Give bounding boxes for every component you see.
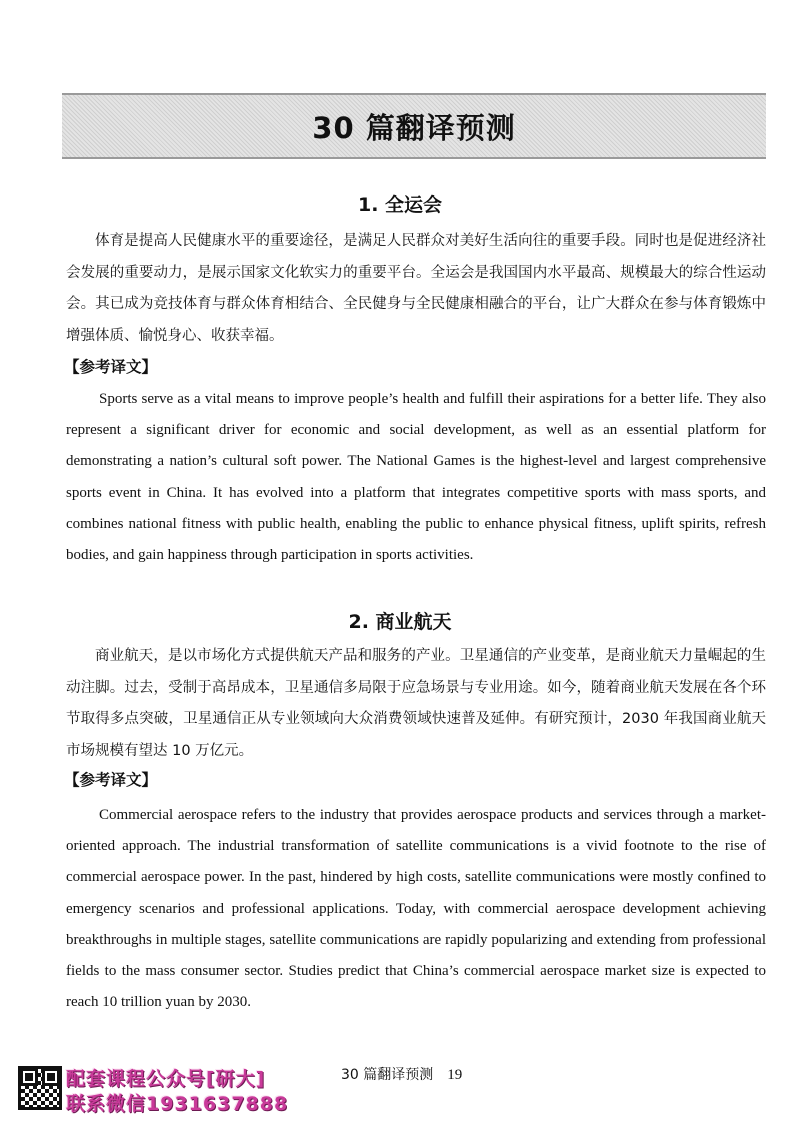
english-paragraph-commercial-aerospace: Commercial aerospace refers to the industry that provides aerospace products and services through a market-oriented approach. The industrial transformation of satellite communications is a vivid footnote to the rise of commercial aerospace power. In the past, hindered by high costs, satellite communications were mostly confined to emergency scenarios and professional applications. Today, with commercial aerospace development achieving breakthroughs in multiple stages, satellite communications are rapidly popularizing and extending from professional fields to the mass consumer sector. Studies predict that China’s commercial aerospace market size is expected to reach 10 trillion yuan by 2030. [66,807,766,1011]
title-banner [62,93,766,159]
english-paragraph-national-games: Sports serve as a vital means to improve people’s health and fulfill their aspirations for a better life. They also represent a significant driver for economic and social development, as well as an essential platform for demonstrating a nation’s cultural soft power. The National Games is the highest-level and largest comprehensive sports event in China. It has evolved into a platform that integrates competitive sports with mass sports, and combines national fitness with public health, enabling the public to enhance physical fitness, uplift spirits, refresh bodies, and gain happiness through participation in sports activities. [66,391,766,564]
section-heading-commercial-aerospace: 2. 商业航天 [348,611,452,633]
page-number: 19 [447,1067,463,1083]
running-title: 30 篇翻译预测 [341,1067,434,1083]
reference-translation-label: 【参考译文】 [64,358,158,376]
reference-translation-label: 【参考译文】 [64,771,158,789]
page-footer [341,1064,462,1084]
watermark-wechat-contact: 联系微信1931637888 [66,1093,289,1115]
qr-code-icon [18,1066,62,1110]
section-heading-national-games: 1. 全运会 [357,194,443,216]
watermark-course-account: 配套课程公众号[研大] [66,1068,266,1090]
page-title: 30 篇翻译预测 [312,110,516,145]
chinese-paragraph-commercial-aerospace: 商业航天，是以市场化方式提供航天产品和服务的产业。卫星通信的产业变革，是商业航天力量崛起的生动注脚。过去，受制于高昂成本，卫星通信多局限于应急场景与专业用途。如今，随着商业航天发展在各个环节取得多点突破，卫星通信正从专业领域向大众消费领域快速普及延伸。有研究预计，2030 年我国商业航天市场规模有望达 10 万亿元。 [66,648,766,759]
chinese-paragraph-national-games: 体育是提高人民健康水平的重要途径，是满足人民群众对美好生活向往的重要手段。同时也是促进经济社会发展的重要动力，是展示国家文化软实力的重要平台。全运会是我国国内水平最高、规模最大的综合性运动会。其已成为竞技体育与群众体育相结合、全民健身与全民健康相融合的平台，让广大群众在参与体育锻炼中增强体质、愉悦身心、收获幸福。 [66,233,766,344]
